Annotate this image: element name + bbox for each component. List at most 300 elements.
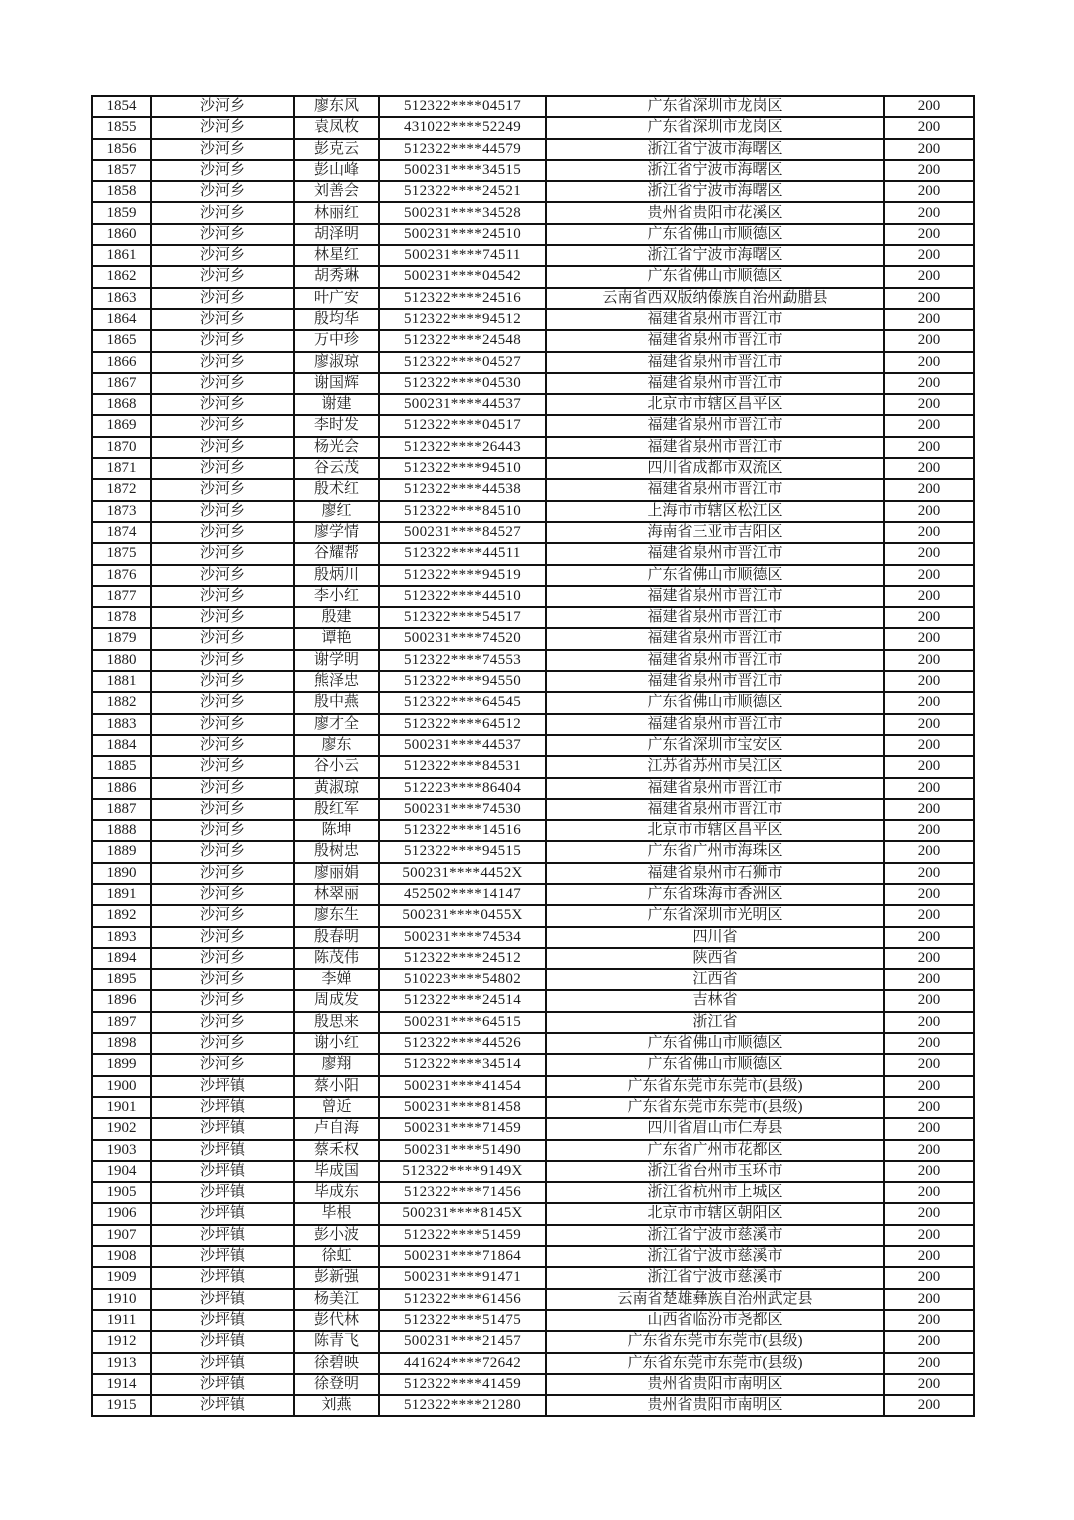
cell-location: 广东省佛山市顺德区 bbox=[546, 224, 884, 245]
cell-location: 福建省泉州市晋江市 bbox=[546, 799, 884, 820]
cell-amount: 200 bbox=[884, 522, 974, 543]
cell-township: 沙河乡 bbox=[151, 181, 294, 202]
cell-location: 福建省泉州市晋江市 bbox=[546, 330, 884, 351]
cell-location: 浙江省宁波市海曙区 bbox=[546, 245, 884, 266]
cell-row-index: 1907 bbox=[92, 1225, 151, 1246]
table-row bbox=[92, 415, 974, 436]
cell-township: 沙河乡 bbox=[151, 330, 294, 351]
cell-township: 沙河乡 bbox=[151, 352, 294, 373]
cell-id-number: 441624****72642 bbox=[379, 1353, 546, 1374]
cell-amount: 200 bbox=[884, 969, 974, 990]
cell-id-number: 512322****04517 bbox=[379, 415, 546, 436]
table-row bbox=[92, 820, 974, 841]
cell-township: 沙坪镇 bbox=[151, 1310, 294, 1331]
cell-id-number: 500231****21457 bbox=[379, 1331, 546, 1352]
table-row bbox=[92, 352, 974, 373]
table-row bbox=[92, 799, 974, 820]
cell-person-name: 殷树忠 bbox=[294, 841, 379, 862]
cell-person-name: 毕成东 bbox=[294, 1182, 379, 1203]
table-row bbox=[92, 1140, 974, 1161]
cell-township: 沙坪镇 bbox=[151, 1118, 294, 1139]
cell-id-number: 500231****41454 bbox=[379, 1076, 546, 1097]
cell-person-name: 廖东生 bbox=[294, 905, 379, 926]
cell-township: 沙河乡 bbox=[151, 139, 294, 160]
table-row bbox=[92, 969, 974, 990]
cell-township: 沙河乡 bbox=[151, 628, 294, 649]
table-row bbox=[92, 522, 974, 543]
cell-location: 福建省泉州市晋江市 bbox=[546, 309, 884, 330]
cell-township: 沙河乡 bbox=[151, 437, 294, 458]
table-row bbox=[92, 628, 974, 649]
table-row bbox=[92, 1267, 974, 1288]
cell-township: 沙河乡 bbox=[151, 309, 294, 330]
cell-amount: 200 bbox=[884, 501, 974, 522]
table-row bbox=[92, 650, 974, 671]
cell-id-number: 500231****24510 bbox=[379, 224, 546, 245]
cell-person-name: 徐虹 bbox=[294, 1246, 379, 1267]
cell-person-name: 李小红 bbox=[294, 586, 379, 607]
cell-location: 广东省东莞市东莞市(县级) bbox=[546, 1076, 884, 1097]
cell-amount: 200 bbox=[884, 735, 974, 756]
cell-row-index: 1862 bbox=[92, 266, 151, 287]
cell-location: 广东省佛山市顺德区 bbox=[546, 692, 884, 713]
cell-person-name: 李婵 bbox=[294, 969, 379, 990]
cell-amount: 200 bbox=[884, 330, 974, 351]
cell-amount: 200 bbox=[884, 160, 974, 181]
cell-amount: 200 bbox=[884, 458, 974, 479]
cell-amount: 200 bbox=[884, 1395, 974, 1416]
cell-row-index: 1892 bbox=[92, 905, 151, 926]
cell-person-name: 彭小波 bbox=[294, 1225, 379, 1246]
cell-location: 福建省泉州市石狮市 bbox=[546, 863, 884, 884]
cell-amount: 200 bbox=[884, 1225, 974, 1246]
cell-row-index: 1893 bbox=[92, 927, 151, 948]
cell-person-name: 廖东 bbox=[294, 735, 379, 756]
cell-township: 沙河乡 bbox=[151, 501, 294, 522]
cell-township: 沙河乡 bbox=[151, 1012, 294, 1033]
cell-township: 沙河乡 bbox=[151, 735, 294, 756]
cell-location: 福建省泉州市晋江市 bbox=[546, 479, 884, 500]
cell-township: 沙坪镇 bbox=[151, 1225, 294, 1246]
cell-township: 沙坪镇 bbox=[151, 1097, 294, 1118]
cell-township: 沙河乡 bbox=[151, 756, 294, 777]
cell-row-index: 1914 bbox=[92, 1374, 151, 1395]
cell-row-index: 1900 bbox=[92, 1076, 151, 1097]
cell-person-name: 殷中燕 bbox=[294, 692, 379, 713]
cell-person-name: 廖丽娟 bbox=[294, 863, 379, 884]
cell-amount: 200 bbox=[884, 224, 974, 245]
cell-township: 沙河乡 bbox=[151, 799, 294, 820]
cell-location: 四川省 bbox=[546, 927, 884, 948]
cell-person-name: 殷炳川 bbox=[294, 565, 379, 586]
cell-amount: 200 bbox=[884, 1161, 974, 1182]
cell-location: 浙江省宁波市慈溪市 bbox=[546, 1246, 884, 1267]
cell-id-number: 512322****71456 bbox=[379, 1182, 546, 1203]
cell-township: 沙河乡 bbox=[151, 479, 294, 500]
table-row bbox=[92, 1203, 974, 1224]
cell-location: 福建省泉州市晋江市 bbox=[546, 671, 884, 692]
cell-row-index: 1886 bbox=[92, 778, 151, 799]
cell-township: 沙河乡 bbox=[151, 990, 294, 1011]
cell-id-number: 500231****74530 bbox=[379, 799, 546, 820]
cell-row-index: 1915 bbox=[92, 1395, 151, 1416]
cell-amount: 200 bbox=[884, 1331, 974, 1352]
cell-row-index: 1899 bbox=[92, 1054, 151, 1075]
table-row bbox=[92, 479, 974, 500]
cell-township: 沙河乡 bbox=[151, 224, 294, 245]
cell-location: 广东省深圳市宝安区 bbox=[546, 735, 884, 756]
cell-location: 贵州省贵阳市花溪区 bbox=[546, 202, 884, 223]
cell-township: 沙河乡 bbox=[151, 415, 294, 436]
cell-id-number: 512322****94510 bbox=[379, 458, 546, 479]
cell-township: 沙河乡 bbox=[151, 543, 294, 564]
cell-person-name: 陈茂伟 bbox=[294, 948, 379, 969]
cell-location: 山西省临汾市尧都区 bbox=[546, 1310, 884, 1331]
cell-township: 沙坪镇 bbox=[151, 1140, 294, 1161]
cell-id-number: 512322****24512 bbox=[379, 948, 546, 969]
cell-location: 福建省泉州市晋江市 bbox=[546, 778, 884, 799]
cell-location: 江西省 bbox=[546, 969, 884, 990]
cell-amount: 200 bbox=[884, 820, 974, 841]
cell-amount: 200 bbox=[884, 1267, 974, 1288]
table-row bbox=[92, 586, 974, 607]
table-row bbox=[92, 1395, 974, 1416]
cell-township: 沙河乡 bbox=[151, 841, 294, 862]
cell-amount: 200 bbox=[884, 479, 974, 500]
cell-township: 沙河乡 bbox=[151, 820, 294, 841]
cell-township: 沙河乡 bbox=[151, 671, 294, 692]
cell-person-name: 林翠丽 bbox=[294, 884, 379, 905]
cell-person-name: 曾近 bbox=[294, 1097, 379, 1118]
cell-location: 广东省东莞市东莞市(县级) bbox=[546, 1097, 884, 1118]
cell-row-index: 1877 bbox=[92, 586, 151, 607]
cell-id-number: 500231****74520 bbox=[379, 628, 546, 649]
cell-row-index: 1902 bbox=[92, 1118, 151, 1139]
cell-amount: 200 bbox=[884, 1310, 974, 1331]
cell-id-number: 512322****51475 bbox=[379, 1310, 546, 1331]
cell-row-index: 1882 bbox=[92, 692, 151, 713]
table-row bbox=[92, 671, 974, 692]
cell-id-number: 500231****44537 bbox=[379, 394, 546, 415]
cell-amount: 200 bbox=[884, 692, 974, 713]
cell-person-name: 李时发 bbox=[294, 415, 379, 436]
cell-location: 吉林省 bbox=[546, 990, 884, 1011]
cell-amount: 200 bbox=[884, 1182, 974, 1203]
cell-amount: 200 bbox=[884, 884, 974, 905]
table-row bbox=[92, 1246, 974, 1267]
cell-location: 福建省泉州市晋江市 bbox=[546, 352, 884, 373]
cell-row-index: 1867 bbox=[92, 373, 151, 394]
cell-id-number: 512322****24548 bbox=[379, 330, 546, 351]
cell-amount: 200 bbox=[884, 394, 974, 415]
cell-person-name: 徐碧映 bbox=[294, 1353, 379, 1374]
cell-id-number: 500231****64515 bbox=[379, 1012, 546, 1033]
cell-amount: 200 bbox=[884, 288, 974, 309]
cell-location: 广东省深圳市龙岗区 bbox=[546, 117, 884, 138]
cell-township: 沙河乡 bbox=[151, 373, 294, 394]
cell-id-number: 512322****84510 bbox=[379, 501, 546, 522]
cell-township: 沙河乡 bbox=[151, 458, 294, 479]
table-row bbox=[92, 330, 974, 351]
cell-id-number: 500231****51490 bbox=[379, 1140, 546, 1161]
cell-row-index: 1859 bbox=[92, 202, 151, 223]
cell-amount: 200 bbox=[884, 1033, 974, 1054]
beneficiary-table bbox=[91, 95, 975, 1417]
cell-amount: 200 bbox=[884, 1054, 974, 1075]
cell-amount: 200 bbox=[884, 181, 974, 202]
cell-amount: 200 bbox=[884, 1012, 974, 1033]
table-row bbox=[92, 884, 974, 905]
cell-location: 广东省佛山市顺德区 bbox=[546, 1054, 884, 1075]
table-row bbox=[92, 905, 974, 926]
cell-id-number: 512322****51459 bbox=[379, 1225, 546, 1246]
table-row bbox=[92, 948, 974, 969]
cell-id-number: 512322****94550 bbox=[379, 671, 546, 692]
cell-township: 沙坪镇 bbox=[151, 1246, 294, 1267]
cell-township: 沙河乡 bbox=[151, 607, 294, 628]
cell-location: 广东省佛山市顺德区 bbox=[546, 1033, 884, 1054]
cell-location: 福建省泉州市晋江市 bbox=[546, 437, 884, 458]
cell-id-number: 512322****24521 bbox=[379, 181, 546, 202]
table-row bbox=[92, 96, 974, 117]
cell-person-name: 彭山峰 bbox=[294, 160, 379, 181]
cell-row-index: 1874 bbox=[92, 522, 151, 543]
cell-amount: 200 bbox=[884, 990, 974, 1011]
table-row bbox=[92, 160, 974, 181]
table-row bbox=[92, 778, 974, 799]
cell-person-name: 殷春明 bbox=[294, 927, 379, 948]
cell-id-number: 500231****84527 bbox=[379, 522, 546, 543]
cell-township: 沙坪镇 bbox=[151, 1161, 294, 1182]
cell-person-name: 胡泽明 bbox=[294, 224, 379, 245]
table-row bbox=[92, 756, 974, 777]
cell-row-index: 1906 bbox=[92, 1203, 151, 1224]
cell-location: 北京市市辖区昌平区 bbox=[546, 394, 884, 415]
cell-amount: 200 bbox=[884, 586, 974, 607]
cell-location: 福建省泉州市晋江市 bbox=[546, 650, 884, 671]
table-row bbox=[92, 1161, 974, 1182]
cell-row-index: 1884 bbox=[92, 735, 151, 756]
cell-amount: 200 bbox=[884, 714, 974, 735]
cell-amount: 200 bbox=[884, 245, 974, 266]
cell-township: 沙坪镇 bbox=[151, 1374, 294, 1395]
table-row bbox=[92, 266, 974, 287]
cell-township: 沙河乡 bbox=[151, 202, 294, 223]
cell-amount: 200 bbox=[884, 650, 974, 671]
cell-township: 沙坪镇 bbox=[151, 1076, 294, 1097]
cell-row-index: 1881 bbox=[92, 671, 151, 692]
cell-person-name: 殷均华 bbox=[294, 309, 379, 330]
cell-id-number: 500231****71459 bbox=[379, 1118, 546, 1139]
cell-row-index: 1896 bbox=[92, 990, 151, 1011]
cell-id-number: 500231****71864 bbox=[379, 1246, 546, 1267]
cell-person-name: 殷红军 bbox=[294, 799, 379, 820]
table-row bbox=[92, 990, 974, 1011]
cell-person-name: 毕根 bbox=[294, 1203, 379, 1224]
cell-id-number: 452502****14147 bbox=[379, 884, 546, 905]
cell-row-index: 1913 bbox=[92, 1353, 151, 1374]
cell-row-index: 1898 bbox=[92, 1033, 151, 1054]
table-row bbox=[92, 181, 974, 202]
cell-amount: 200 bbox=[884, 1353, 974, 1374]
cell-id-number: 512322****24516 bbox=[379, 288, 546, 309]
cell-location: 福建省泉州市晋江市 bbox=[546, 586, 884, 607]
cell-person-name: 廖红 bbox=[294, 501, 379, 522]
table-row bbox=[92, 1225, 974, 1246]
cell-id-number: 512322****84531 bbox=[379, 756, 546, 777]
cell-row-index: 1895 bbox=[92, 969, 151, 990]
cell-amount: 200 bbox=[884, 863, 974, 884]
cell-amount: 200 bbox=[884, 799, 974, 820]
table-row bbox=[92, 1374, 974, 1395]
table-row bbox=[92, 373, 974, 394]
cell-row-index: 1889 bbox=[92, 841, 151, 862]
cell-person-name: 袁凤枚 bbox=[294, 117, 379, 138]
cell-township: 沙河乡 bbox=[151, 863, 294, 884]
cell-person-name: 陈青飞 bbox=[294, 1331, 379, 1352]
cell-person-name: 殷建 bbox=[294, 607, 379, 628]
cell-location: 海南省三亚市吉阳区 bbox=[546, 522, 884, 543]
cell-id-number: 512322****44579 bbox=[379, 139, 546, 160]
cell-person-name: 蔡禾权 bbox=[294, 1140, 379, 1161]
cell-id-number: 512322****94512 bbox=[379, 309, 546, 330]
cell-id-number: 431022****52249 bbox=[379, 117, 546, 138]
cell-id-number: 512322****64545 bbox=[379, 692, 546, 713]
cell-row-index: 1864 bbox=[92, 309, 151, 330]
cell-amount: 200 bbox=[884, 778, 974, 799]
cell-row-index: 1863 bbox=[92, 288, 151, 309]
cell-id-number: 512322****41459 bbox=[379, 1374, 546, 1395]
cell-id-number: 512322****61456 bbox=[379, 1289, 546, 1310]
cell-township: 沙河乡 bbox=[151, 1033, 294, 1054]
cell-location: 陕西省 bbox=[546, 948, 884, 969]
cell-township: 沙河乡 bbox=[151, 969, 294, 990]
cell-row-index: 1878 bbox=[92, 607, 151, 628]
cell-person-name: 卢自海 bbox=[294, 1118, 379, 1139]
cell-township: 沙河乡 bbox=[151, 522, 294, 543]
cell-person-name: 廖学情 bbox=[294, 522, 379, 543]
cell-person-name: 谢小红 bbox=[294, 1033, 379, 1054]
cell-location: 上海市市辖区松江区 bbox=[546, 501, 884, 522]
cell-id-number: 512322****34514 bbox=[379, 1054, 546, 1075]
cell-id-number: 500231****04542 bbox=[379, 266, 546, 287]
cell-location: 四川省成都市双流区 bbox=[546, 458, 884, 479]
cell-township: 沙坪镇 bbox=[151, 1353, 294, 1374]
cell-id-number: 512322****44538 bbox=[379, 479, 546, 500]
cell-id-number: 500231****34515 bbox=[379, 160, 546, 181]
cell-township: 沙河乡 bbox=[151, 288, 294, 309]
table-row bbox=[92, 863, 974, 884]
table-row bbox=[92, 1076, 974, 1097]
cell-township: 沙河乡 bbox=[151, 714, 294, 735]
cell-location: 北京市市辖区昌平区 bbox=[546, 820, 884, 841]
cell-id-number: 500231****34528 bbox=[379, 202, 546, 223]
table-row bbox=[92, 927, 974, 948]
cell-id-number: 500231****0455X bbox=[379, 905, 546, 926]
table-row bbox=[92, 309, 974, 330]
cell-person-name: 刘善会 bbox=[294, 181, 379, 202]
cell-township: 沙河乡 bbox=[151, 778, 294, 799]
cell-location: 广东省珠海市香洲区 bbox=[546, 884, 884, 905]
cell-row-index: 1905 bbox=[92, 1182, 151, 1203]
table-row bbox=[92, 607, 974, 628]
table-row bbox=[92, 714, 974, 735]
cell-location: 北京市市辖区朝阳区 bbox=[546, 1203, 884, 1224]
cell-id-number: 512322****21280 bbox=[379, 1395, 546, 1416]
cell-location: 广东省佛山市顺德区 bbox=[546, 565, 884, 586]
cell-id-number: 512322****44526 bbox=[379, 1033, 546, 1054]
cell-person-name: 廖翔 bbox=[294, 1054, 379, 1075]
cell-id-number: 512322****64512 bbox=[379, 714, 546, 735]
cell-row-index: 1887 bbox=[92, 799, 151, 820]
cell-person-name: 叶广安 bbox=[294, 288, 379, 309]
cell-person-name: 刘燕 bbox=[294, 1395, 379, 1416]
cell-person-name: 陈坤 bbox=[294, 820, 379, 841]
cell-amount: 200 bbox=[884, 927, 974, 948]
table-row bbox=[92, 1331, 974, 1352]
cell-location: 广东省佛山市顺德区 bbox=[546, 266, 884, 287]
cell-location: 福建省泉州市晋江市 bbox=[546, 373, 884, 394]
cell-row-index: 1911 bbox=[92, 1310, 151, 1331]
cell-row-index: 1855 bbox=[92, 117, 151, 138]
cell-id-number: 512322****24514 bbox=[379, 990, 546, 1011]
cell-row-index: 1869 bbox=[92, 415, 151, 436]
cell-location: 福建省泉州市晋江市 bbox=[546, 543, 884, 564]
cell-amount: 200 bbox=[884, 202, 974, 223]
cell-person-name: 林丽红 bbox=[294, 202, 379, 223]
cell-township: 沙坪镇 bbox=[151, 1203, 294, 1224]
cell-location: 浙江省杭州市上城区 bbox=[546, 1182, 884, 1203]
table-row bbox=[92, 1353, 974, 1374]
cell-township: 沙河乡 bbox=[151, 245, 294, 266]
cell-row-index: 1873 bbox=[92, 501, 151, 522]
cell-amount: 200 bbox=[884, 352, 974, 373]
table-row bbox=[92, 245, 974, 266]
cell-row-index: 1904 bbox=[92, 1161, 151, 1182]
cell-amount: 200 bbox=[884, 1097, 974, 1118]
cell-id-number: 500231****74511 bbox=[379, 245, 546, 266]
cell-person-name: 徐登明 bbox=[294, 1374, 379, 1395]
cell-amount: 200 bbox=[884, 117, 974, 138]
cell-amount: 200 bbox=[884, 266, 974, 287]
cell-location: 广东省东莞市东莞市(县级) bbox=[546, 1331, 884, 1352]
cell-amount: 200 bbox=[884, 309, 974, 330]
cell-row-index: 1875 bbox=[92, 543, 151, 564]
table-row bbox=[92, 437, 974, 458]
cell-person-name: 谢国辉 bbox=[294, 373, 379, 394]
cell-amount: 200 bbox=[884, 1140, 974, 1161]
cell-location: 云南省楚雄彝族自治州武定县 bbox=[546, 1289, 884, 1310]
cell-township: 沙河乡 bbox=[151, 565, 294, 586]
cell-location: 浙江省台州市玉环市 bbox=[546, 1161, 884, 1182]
cell-amount: 200 bbox=[884, 1374, 974, 1395]
table-row bbox=[92, 543, 974, 564]
cell-row-index: 1871 bbox=[92, 458, 151, 479]
cell-amount: 200 bbox=[884, 543, 974, 564]
cell-id-number: 512322****14516 bbox=[379, 820, 546, 841]
cell-township: 沙河乡 bbox=[151, 266, 294, 287]
cell-person-name: 彭代林 bbox=[294, 1310, 379, 1331]
cell-id-number: 512322****04517 bbox=[379, 96, 546, 117]
cell-township: 沙河乡 bbox=[151, 650, 294, 671]
cell-location: 福建省泉州市晋江市 bbox=[546, 415, 884, 436]
cell-township: 沙河乡 bbox=[151, 948, 294, 969]
cell-location: 江苏省苏州市吴江区 bbox=[546, 756, 884, 777]
cell-township: 沙坪镇 bbox=[151, 1267, 294, 1288]
table-body bbox=[92, 96, 974, 1416]
cell-row-index: 1865 bbox=[92, 330, 151, 351]
cell-location: 广东省深圳市光明区 bbox=[546, 905, 884, 926]
